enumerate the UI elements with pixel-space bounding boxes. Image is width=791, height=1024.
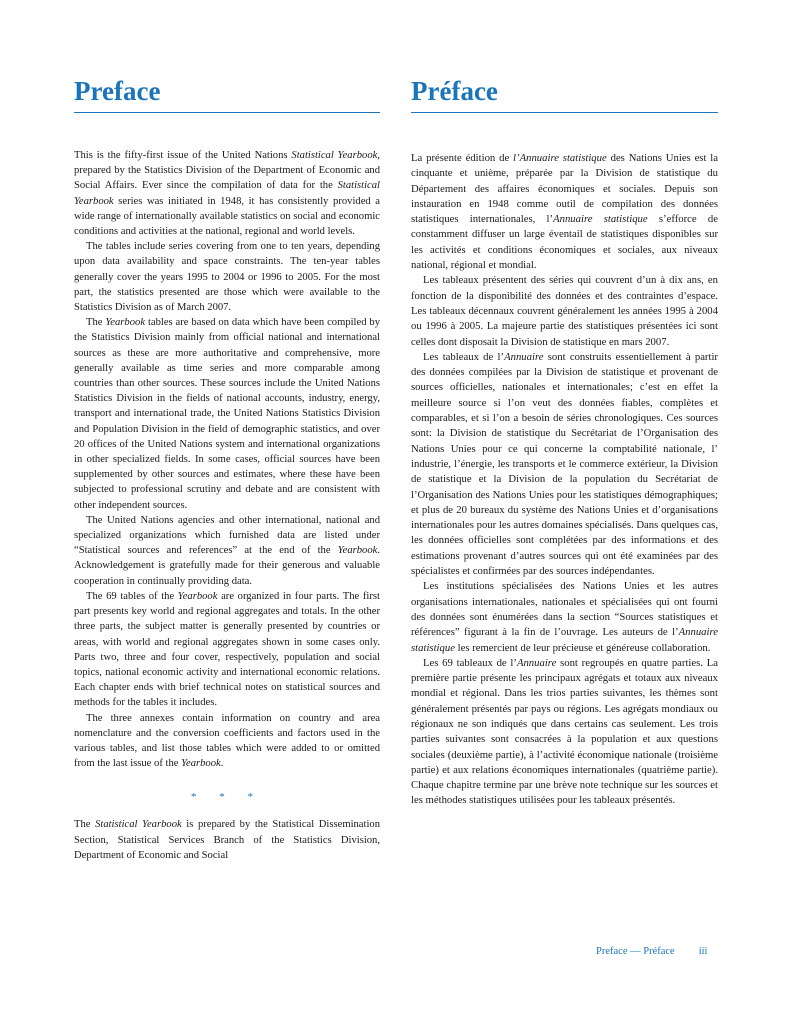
paragraph-fr: Les institutions spécialisées des Nations Unies et les autres organisations internationales, nationales et spécialisées qui ont fourni des données sont énumérées dans la section “Sources statistiques et références” figurant à la fin de l’ouvrage. Les auteurs de l’Annuaire statistique les remercient de leur précieuse et généreuse collaboration. [411,580,718,654]
page-footer [596,946,707,957]
page-title-en: Preface [74,72,380,113]
left-column [74,72,380,863]
right-column [411,72,718,809]
paragraph-fr: Les 69 tableaux de l’Annuaire sont regroupés en quatre parties. La première partie présente les principaux agrégats et totaux aux niveaux mondial et régional. Dans les trios parties suivantes, les thèmes sont généralement présentés par pays ou régions. Les agrégats mondiaux ou régionaux ne son indiqués que dans certains cas seulement. Les trois parties suivantes sont consacrées à la population et aux questions sociales (deuxième partie), à l’activité économique nationale (troisième partie) et aux relations économiques internationales (quatrième partie). Chaque chapitre termine par une brève note technique sur les sources et les méthodes statistiques utilisées pour les tableaux présentés. [411,656,718,807]
section-separator: * * * [191,791,263,804]
paragraph-en: The tables include series covering from one to ten years, depending upon data availability and space constraints. The ten-year tables generally cover the years 1995 to 2004 or 1996 to 2005. For the most part, the statistics presented are those which were available to the Statistics Division as of March 2007. [74,241,380,314]
paragraph-en: This is the fifty-first issue of the United Nations Statistical Yearbook, prepared by the Statistics Division of the Department of Economic and Social Affairs. Ever since the compilation of data for the Statistical Yearbook series was initiated in 1948, it has consistently provided a wide range of internationally available statistics on social and economic conditions and activities at the national, regional and world levels. [74,150,380,238]
french-body [411,151,718,809]
paragraph-fr: Les tableaux présentent des séries qui couvrent d’un à dix ans, en fonction de la disponibilité des données et des contraintes d’espace. Les tableaux décennaux couvrent généralement les années 1995 à 2004 ou 1996 à 2005. La majeure partie des statistiques présentées ici sont celles dont disposait la Division de statistique en mars 2007. [411,274,718,348]
english-body [74,148,380,863]
paragraph-en: The United Nations agencies and other international, national and specialized organizations which furnished data are listed under “Statistical sources and references” at the end of the Yearbook. Acknowledgement is gratefully made for their generous and valuable cooperation in continually providing data. [74,514,380,587]
paragraph-en: The three annexes contain information on country and area nomenclature and the conversion coefficients and factors used in the various tables, and list those tables which were added to or omitted from the last issue of the Yearbook. [74,712,380,770]
paragraph-en: The Yearbook tables are based on data which have been compiled by the Statistics Division mainly from official national and international sources as these are more authoritative and comprehensive, more generally available as time series and more comparable among countries than other sources. These sources include the United Nations Statistics Division in the fields of national accounts, industry, energy, transport and international trade, the United Nations Statistics Division and Population Division in the field of demographic statistics, and over 20 offices of the United Nations system and international organizations in other specialized fields. In some cases, official sources have been supplemented by other sources and estimates, where these have been subjected to professional scrutiny and debate and are consistent with other independent sources. [74,317,381,511]
footer-label: Preface — Préface [596,946,675,957]
paragraph-en-closing: The Statistical Yearbook is prepared by the Statistical Dissemination Section, Statistical Services Branch of the Statistics Division, Department of Economic and Social [74,819,380,861]
paragraph-fr: La présente édition de l’Annuaire statistique des Nations Unies est la cinquante et unième, préparée par la Division de statistique du Département des affaires économiques et sociales. Depuis son instauration en 1948 comme outil de compilation des données statistiques internationales, l’Annuaire statistique s’efforce de constamment diffuser un large éventail de statistiques disponibles sur les activités et conditions économiques et sociales, aux niveaux national, régional et mondial. [411,152,718,272]
paragraph-fr: Les tableaux de l’Annuaire sont construits essentiellement à partir des données compilées par la Division de statistique et provenant de sources officielles, nationales et internationales; c’est en effet la meilleure source si l’on veut des données fiables, complètes et comparables, et si l’on a besoin de séries chronologiques. Ces sources sont: la Division de statistique du Secrétariat de l’Organisation des Nations Unies pour ce qui concerne la comptabilité nationale, l’ industrie, l’énergie, les transports et le commerce extérieur, la Division de statistique et la Division de la population du Secrétariat de l’Organisation des Nations Unies pour les statistiques démographiques; et plus de 20 bureaux du système des Nations Unies et d’organisations internationales pour les autres domaines spécialisés. Dans quelques cas, les données officielles sont complétées par des informations et des estimations provenant d’autres sources qui ont été examinées par des spécialistes et confirmées par des sources indépendantes. [411,350,718,578]
paragraph-en: The 69 tables of the Yearbook are organized in four parts. The first part presents key world and regional aggregates and totals. In the other three parts, the subject matter is generally presented by countries or areas, with world and regional aggregates shown in some cases only. Parts two, three and four cover, respectively, population and social topics, national economic activity and international economic relations. Each chapter ends with brief technical notes on statistical sources and methods for the tables it includes. [74,590,380,709]
page-title-fr: Préface [411,72,718,113]
page-number: iii [698,946,708,957]
